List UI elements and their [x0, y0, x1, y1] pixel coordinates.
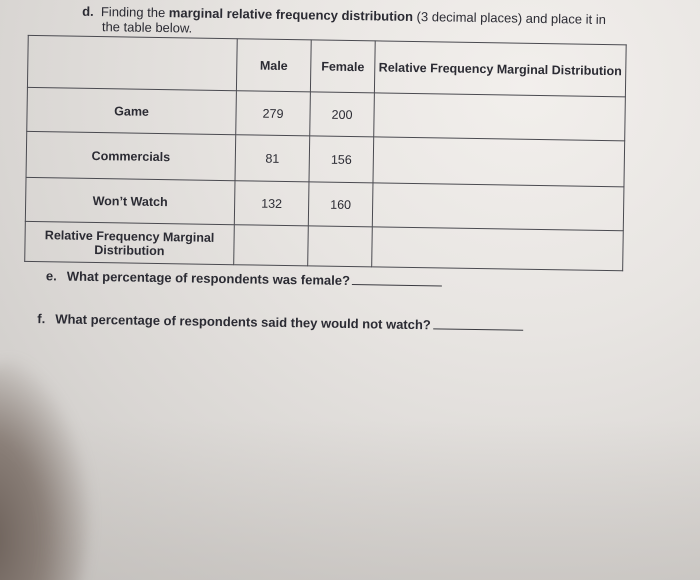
question-f-text: What percentage of respondents said they would not watch? [55, 311, 431, 333]
question-d-text-part1: Finding the [100, 4, 169, 21]
cell-game-male: 279 [236, 91, 311, 136]
row-label-commercials: Commercials [26, 131, 236, 180]
cell-game-marginal[interactable] [374, 93, 626, 141]
question-d-line2: the table below. [101, 19, 193, 36]
cell-commercials-marginal[interactable] [373, 137, 625, 187]
header-marginal: Relative Frequency Marginal Distribution [374, 41, 626, 97]
question-e-marker: e. [45, 268, 57, 284]
question-f [37, 310, 523, 334]
cell-commercials-male: 81 [235, 135, 310, 182]
question-e-text: What percentage of respondents was female? [66, 268, 351, 289]
header-blank-cell [27, 35, 237, 90]
footer-label: Relative Frequency Marginal Distribution [25, 221, 235, 264]
header-male: Male [236, 39, 311, 92]
header-female: Female [310, 40, 375, 93]
question-d-text-bold: marginal relative frequency distribution [168, 5, 414, 24]
cell-game-female: 200 [310, 92, 375, 137]
question-d-text-part2: (3 decimal places) and place it in [412, 8, 607, 28]
question-e-answer-blank[interactable] [352, 272, 442, 286]
cell-footer-female[interactable] [308, 226, 373, 267]
row-label-wont-watch: Won’t Watch [25, 177, 235, 224]
cell-wont-watch-male: 132 [234, 181, 309, 226]
cell-footer-male[interactable] [234, 225, 309, 266]
row-label-game: Game [27, 87, 237, 134]
table-header-row [27, 35, 626, 96]
question-d-marker: d. [82, 3, 94, 19]
cell-wont-watch-marginal[interactable] [372, 183, 624, 231]
table-footer-row [25, 221, 624, 270]
question-f-answer-blank[interactable] [433, 316, 523, 330]
cell-wont-watch-female: 160 [308, 182, 373, 227]
frequency-table [24, 35, 626, 271]
question-f-marker: f. [37, 311, 46, 327]
cell-footer-marginal[interactable] [372, 227, 624, 271]
cell-commercials-female: 156 [309, 136, 374, 183]
question-e [46, 267, 442, 289]
